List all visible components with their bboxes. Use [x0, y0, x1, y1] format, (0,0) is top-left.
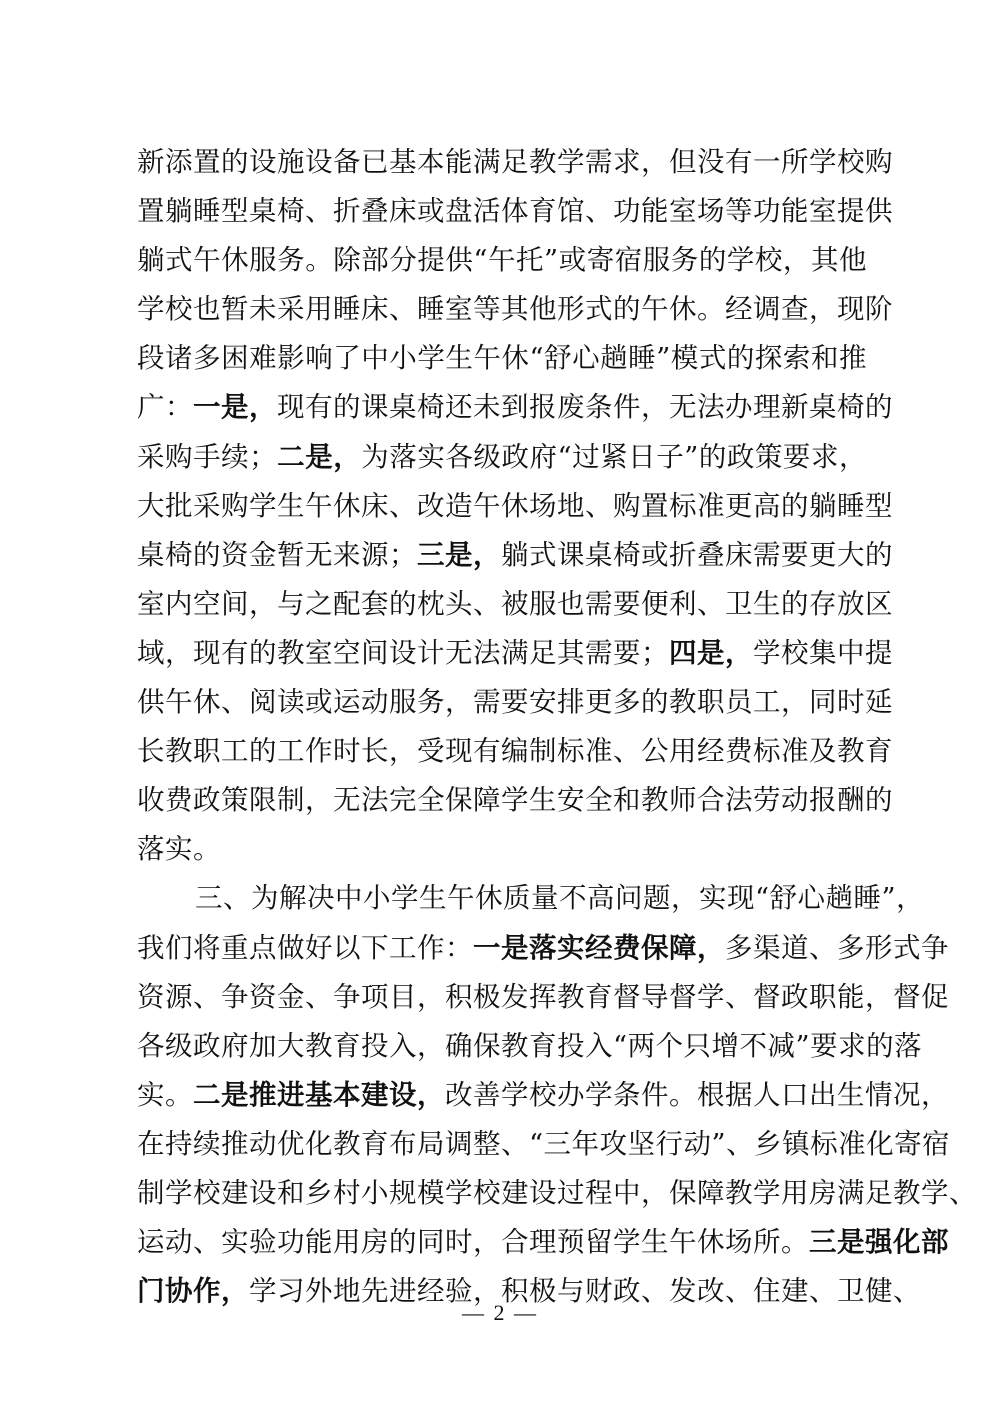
- text-segment: 学校也暂未采用睡床、睡室等其他形式的午休。经调查，现阶: [137, 293, 893, 326]
- text-line: [137, 678, 893, 727]
- text-segment: 新添置的设施设备已基本能满足教学需求，但没有一所学校购: [137, 146, 893, 178]
- text-segment: 躺式课桌椅或折叠床需要更大的: [501, 538, 893, 571]
- text-line: [137, 580, 893, 629]
- text-segment: 收费政策限制，无法完全保障学生安全和教师合法劳动报酬的: [137, 784, 893, 817]
- text-line: [137, 482, 893, 531]
- text-segment: 室内空间，与之配套的枕头、被服也需要便利、卫生的存放区: [137, 587, 893, 620]
- bold-phrase: 三是强化部: [809, 1226, 949, 1259]
- text-segment: 供午休、阅读或运动服务，需要安排更多的教职员工，同时延: [137, 686, 893, 719]
- text-line: [137, 727, 893, 776]
- text-segment: 我们将重点做好以下工作：: [137, 931, 473, 964]
- text-line: [137, 187, 893, 236]
- text-segment: 学校集中提: [753, 636, 893, 669]
- text-segment: 广：: [137, 391, 193, 424]
- text-segment: 学习外地先进经验，积极与财政、发改、住建、卫健、: [249, 1275, 921, 1308]
- bold-phrase: 三是，: [417, 538, 501, 571]
- text-segment: 各级政府加大教育投入，确保教育投入“两个只增不减”要求的落: [137, 1029, 923, 1062]
- text-line: [137, 236, 867, 285]
- text-line: [137, 334, 867, 383]
- text-segment: 改善学校办学条件。根据人口出生情况，: [445, 1078, 949, 1111]
- text-segment: 资源、争资金、争项目，积极发挥教育督导督学、督政职能，督促: [137, 980, 949, 1013]
- text-line: [137, 1120, 951, 1169]
- text-line: [137, 383, 893, 432]
- text-segment: 落实。: [137, 833, 221, 866]
- bold-phrase: 四是，: [669, 636, 753, 669]
- text-line: [137, 285, 893, 334]
- text-line: [137, 973, 949, 1022]
- text-segment: 现有的课桌椅还未到报废条件，无法办理新桌椅的: [277, 391, 893, 424]
- text-segment: 为落实各级政府“过紧日子”的政策要求，: [361, 440, 868, 473]
- text-line: [137, 1218, 949, 1267]
- bold-phrase: 二是推进基本建设，: [193, 1078, 445, 1111]
- text-line: [137, 629, 893, 678]
- text-segment: 采购手续；: [137, 440, 278, 473]
- text-segment: 大批采购学生午休床、改造午休场地、购置标准更高的躺睡型: [137, 489, 893, 522]
- bold-phrase: 一是落实经费保障，: [473, 931, 725, 964]
- text-line: [137, 776, 893, 825]
- text-line: [137, 1022, 923, 1071]
- text-line: [137, 138, 893, 187]
- text-segment: 段诸多困难影响了中小学生午休“舒心趟睡”模式的探索和推: [137, 342, 867, 375]
- text-segment: 三、为解决中小学生午休质量不高问题，实现“舒心趟睡”，: [195, 882, 925, 915]
- text-line: [137, 1071, 949, 1120]
- text-line: [137, 531, 893, 580]
- text-line: [137, 924, 949, 973]
- text-line: [137, 433, 867, 482]
- text-line: [137, 1169, 977, 1218]
- bold-phrase: 一是，: [193, 391, 277, 424]
- text-segment: 躺式午休服务。除部分提供“午托”或寄宿服务的学校，其他: [137, 244, 867, 277]
- text-segment: 置躺睡型桌椅、折叠床或盘活体育馆、功能室场等功能室提供: [137, 195, 893, 228]
- text-segment: 制学校建设和乡村小规模学校建设过程中，保障教学用房满足教学、: [137, 1176, 977, 1209]
- body-text: [137, 138, 977, 1316]
- page-number: — 2 —: [462, 1300, 538, 1325]
- bold-phrase: 二是，: [277, 440, 362, 473]
- text-segment: 实。: [137, 1078, 193, 1111]
- text-segment: 域，现有的教室空间设计无法满足其需要；: [137, 636, 669, 669]
- text-segment: 运动、实验功能用房的同时，合理预留学生午休场所。: [137, 1226, 809, 1259]
- text-line: [137, 825, 867, 874]
- text-segment: 在持续推动优化教育布局调整、“三年攻坚行动”、乡镇标准化寄宿: [137, 1127, 951, 1160]
- text-line: [137, 874, 925, 923]
- text-segment: 长教职工的工作时长，受现有编制标准、公用经费标准及教育: [137, 735, 893, 768]
- bold-phrase: 门协作，: [137, 1275, 249, 1308]
- text-segment: 多渠道、多形式争: [725, 931, 949, 964]
- text-segment: 桌椅的资金暂无来源；: [137, 538, 417, 571]
